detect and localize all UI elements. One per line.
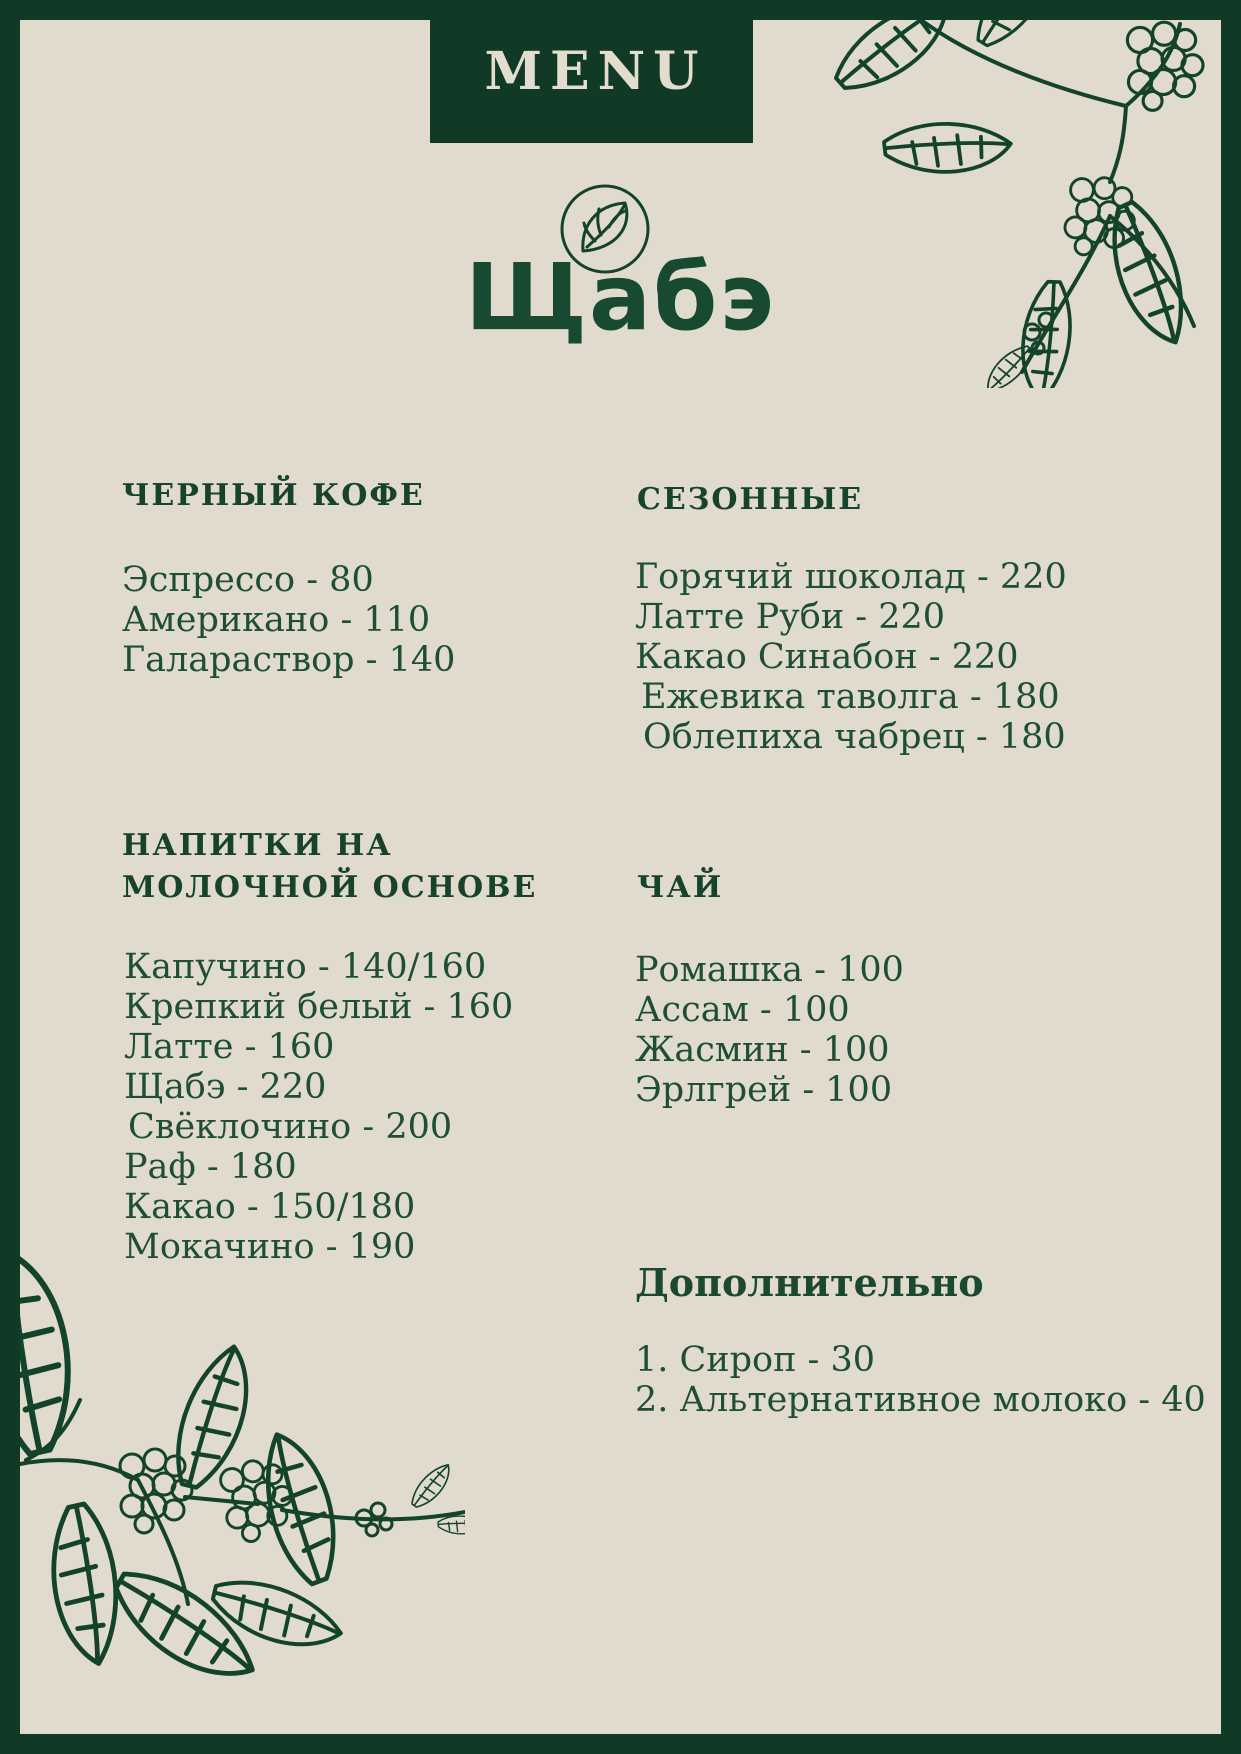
menu-item: Горячий шоколад - 220 <box>635 557 1067 597</box>
menu-title: MENU <box>484 41 707 102</box>
menu-item: Галараствор - 140 <box>122 640 456 680</box>
menu-item: Ассам - 100 <box>635 990 850 1030</box>
menu-item: Ромашка - 100 <box>635 950 904 990</box>
section-items-seasonal <box>635 557 1067 757</box>
section-title-black-coffee: ЧЕРНЫЙ КОФЕ <box>122 478 425 513</box>
section-title-milk-based <box>122 825 537 909</box>
menu-item: Какао - 150/180 <box>124 1187 416 1227</box>
menu-item: Раф - 180 <box>124 1147 297 1187</box>
section-items-milk-based <box>124 947 513 1267</box>
menu-item: 1. Сироп - 30 <box>635 1340 876 1380</box>
menu-item: Американо - 110 <box>122 600 431 640</box>
menu-item: Мокачино - 190 <box>124 1227 416 1267</box>
brand-wordmark: Щабэ <box>465 244 776 351</box>
menu-item: Эрлгрей - 100 <box>635 1070 893 1110</box>
menu-item: Какао Синабон - 220 <box>635 637 1019 677</box>
menu-item: Свёклочино - 200 <box>128 1107 453 1147</box>
section-items-tea <box>635 950 904 1110</box>
menu-item: Латте - 160 <box>124 1027 335 1067</box>
section-title-line: МОЛОЧНОЙ ОСНОВЕ <box>122 870 538 905</box>
menu-item: Крепкий белый - 160 <box>124 987 514 1027</box>
section-items-black-coffee <box>122 560 455 680</box>
section-title-tea: ЧАЙ <box>637 870 724 905</box>
menu-item: Ежевика таволга - 180 <box>641 677 1060 717</box>
menu-item: Латте Руби - 220 <box>635 597 946 637</box>
menu-item: Капучино - 140/160 <box>124 947 487 987</box>
section-items-extras <box>635 1340 1206 1420</box>
menu-item: Щабэ - 220 <box>124 1067 327 1107</box>
section-title-line: НАПИТКИ НА <box>122 828 393 863</box>
section-title-extras: Дополнительно <box>635 1260 984 1305</box>
menu-header-plate <box>430 0 753 143</box>
menu-item: 2. Альтернативное молоко - 40 <box>635 1380 1206 1420</box>
menu-item: Жасмин - 100 <box>635 1030 890 1070</box>
menu-item: Эспрессо - 80 <box>122 560 374 600</box>
menu-item: Облепиха чабрец - 180 <box>643 717 1066 757</box>
section-title-seasonal: СЕЗОННЫЕ <box>637 482 864 517</box>
